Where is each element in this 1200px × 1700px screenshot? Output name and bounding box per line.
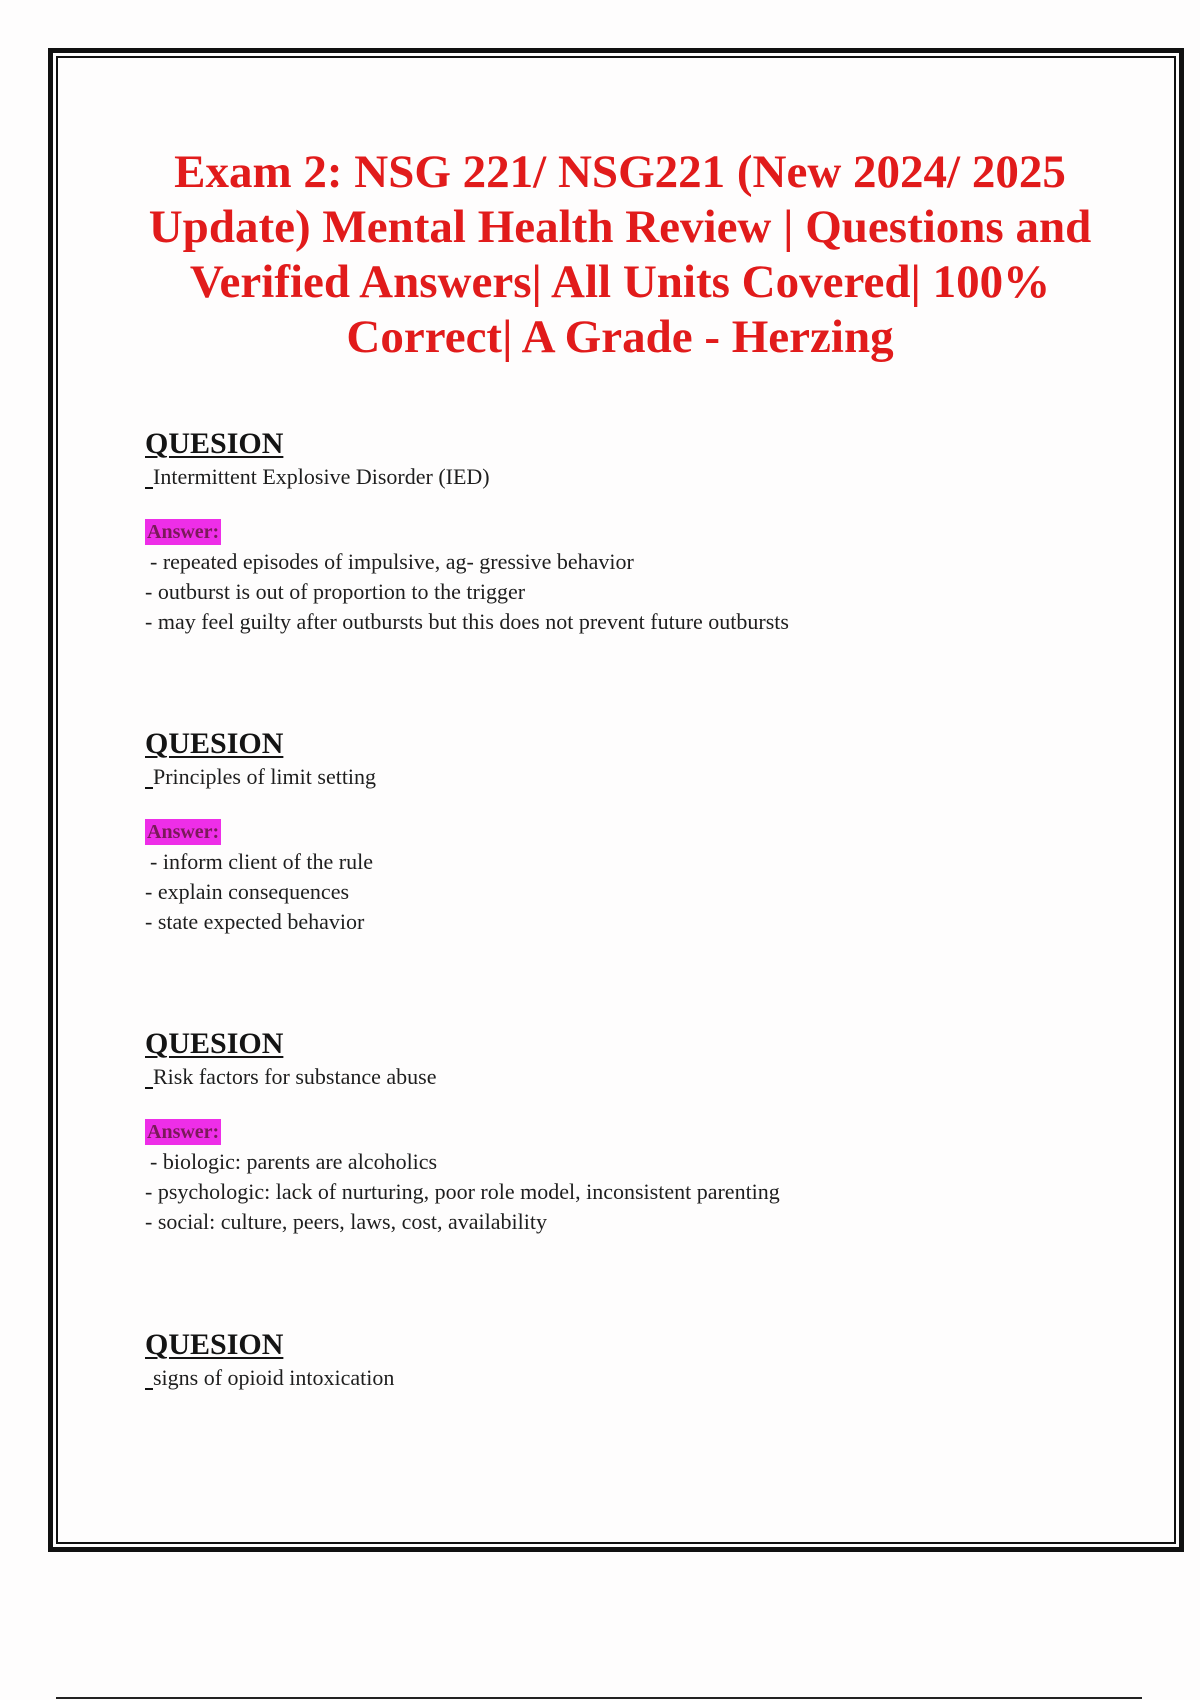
question-text-label: signs of opioid intoxication [153,1365,395,1390]
question-text-label: Risk factors for substance abuse [153,1064,437,1089]
answer-label: Answer: [147,821,220,843]
document-title: Exam 2: NSG 221/ NSG221 (New 2024/ 2025 Update) Mental Health Review | Questions and Verified Answers| All Units Covered| 100% Correct| A Grade - Herzing [148,146,1092,363]
underscore-mark [145,1388,153,1390]
answer-line: - explain consequences [145,879,350,904]
question-text [145,1063,1045,1091]
footer-divider [56,1697,1142,1699]
answer-line: - psychologic: lack of nurturing, poor role model, inconsistent parenting [145,1179,780,1204]
answer-line: - repeated episodes of impulsive, ag- gressive behavior [150,549,634,574]
question-heading: QUESION [145,1027,284,1060]
question-text-label: Intermittent Explosive Disorder (IED) [153,464,490,489]
question-text [145,1364,1045,1392]
question-heading: QUESION [145,727,284,760]
question-heading: QUESION [145,1328,284,1361]
question-text [145,463,1045,491]
answer-label: Answer: [147,521,220,543]
underscore-mark [145,1087,153,1089]
question-text [145,763,1045,791]
answer-list [145,547,1045,637]
underscore-mark [145,787,153,789]
question-text-label: Principles of limit setting [153,764,377,789]
answer-line: - social: culture, peers, laws, cost, availability [145,1209,547,1234]
question-block-2 [145,727,1045,937]
answer-list [145,847,1045,937]
question-block-1 [145,427,1045,637]
question-heading: QUESION [145,427,284,460]
answer-line: - biologic: parents are alcoholics [150,1149,438,1174]
answer-line: - outburst is out of proportion to the trigger [145,579,526,604]
answer-line: - may feel guilty after outbursts but this does not prevent future outbursts [145,609,789,634]
question-block-4 [145,1328,1045,1392]
answer-label: Answer: [147,1121,220,1143]
answer-line: - state expected behavior [145,909,365,934]
question-block-3 [145,1027,1045,1237]
underscore-mark [145,487,153,489]
answer-list [145,1147,1045,1237]
answer-line: - inform client of the rule [150,849,373,874]
